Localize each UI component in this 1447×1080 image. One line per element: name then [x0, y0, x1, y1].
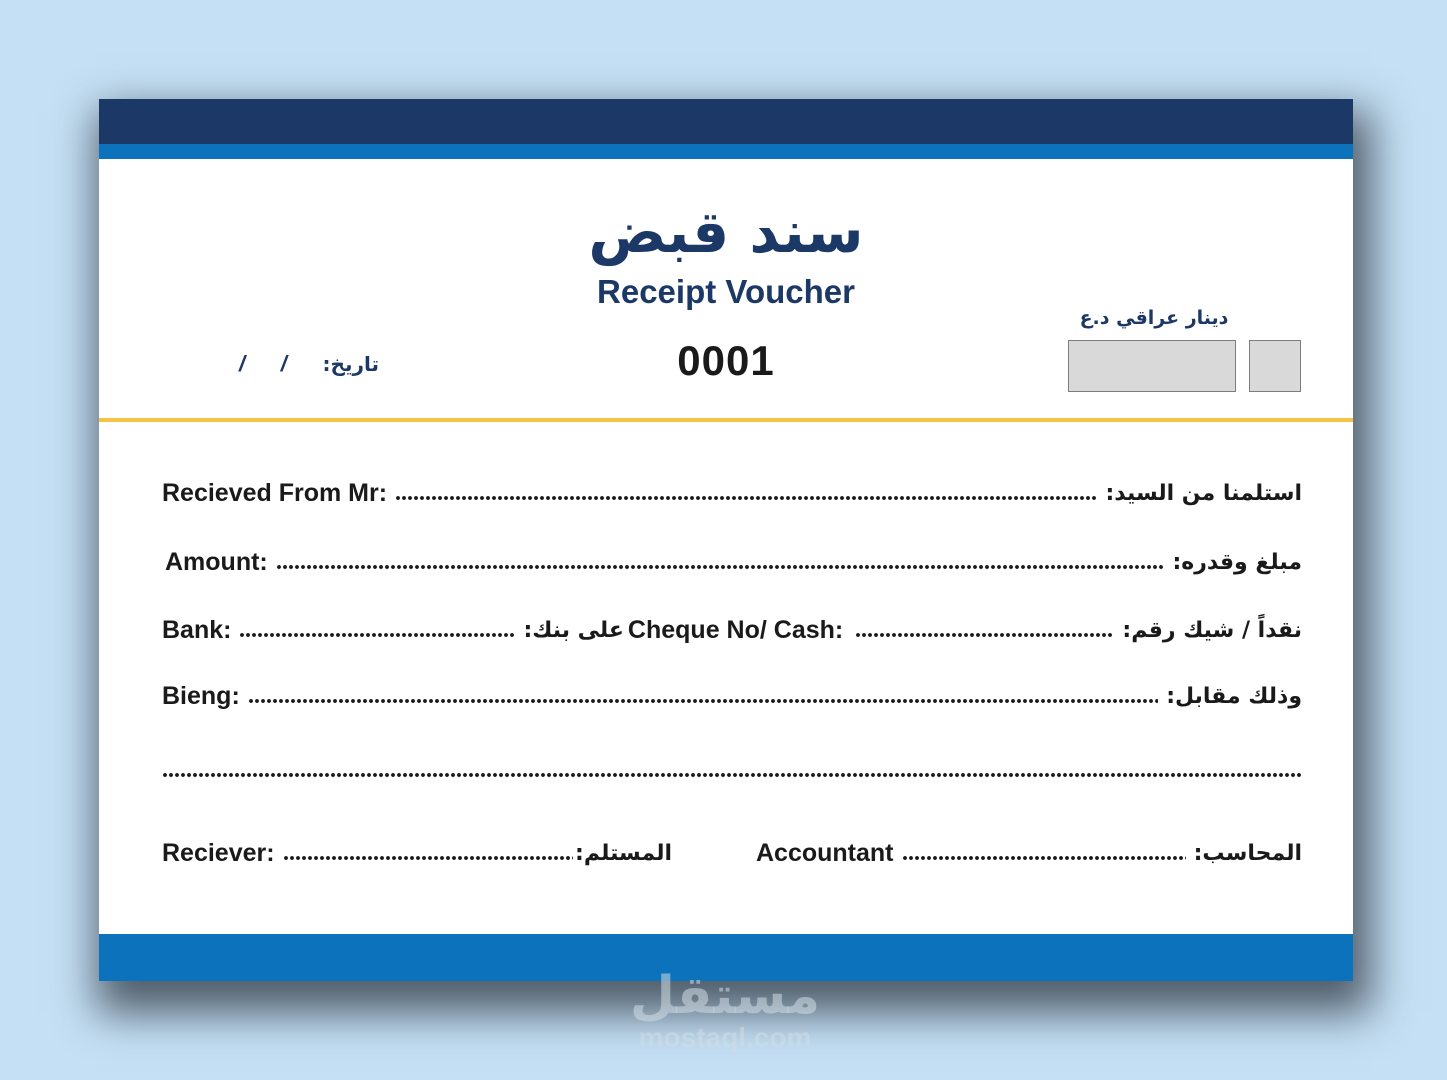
cheque-fill-line[interactable]	[855, 632, 1114, 638]
bank-label-en: Bank:	[162, 615, 232, 644]
bank-fill-line[interactable]	[239, 632, 515, 638]
dinar-amount-box[interactable]	[1068, 340, 1236, 392]
date-label: تاريخ:	[322, 352, 379, 376]
amount-label-ar: مبلغ وقدره:	[1172, 549, 1302, 575]
receipt-voucher	[99, 99, 1353, 981]
header-band-blue	[99, 144, 1353, 159]
receiver-fill-line[interactable]	[283, 855, 573, 861]
header-band-dark	[99, 99, 1353, 144]
watermark-logo-text: مستقل	[629, 966, 821, 1026]
received-from-label-en: Recieved From Mr:	[162, 478, 388, 507]
accountant-label-en: Accountant	[756, 838, 894, 867]
date-separator: /	[280, 351, 287, 376]
divider-gold	[99, 418, 1353, 422]
accountant-label-ar: المحاسب:	[1193, 840, 1302, 866]
being-continuation-row[interactable]	[162, 753, 1302, 787]
being-label-ar: وذلك مقابل:	[1166, 683, 1302, 709]
title-arabic: سند قبض	[588, 198, 864, 266]
bank-label-ar: على بنك:	[523, 617, 624, 643]
watermark	[600, 966, 850, 1053]
received-from-label-ar: استلمنا من السيد:	[1105, 480, 1302, 506]
being-row[interactable]	[162, 679, 1302, 713]
being-fill-line[interactable]	[248, 698, 1158, 704]
amount-row[interactable]	[165, 545, 1302, 579]
amount-fill-line[interactable]	[276, 564, 1165, 570]
receiver-label-ar: المستلم:	[575, 840, 672, 866]
title-english: Receipt Voucher	[597, 273, 855, 310]
bank-cheque-row[interactable]	[162, 613, 1302, 647]
cheque-label-en: Cheque No/ Cash:	[627, 615, 844, 644]
receiver-label-en: Reciever:	[162, 838, 275, 867]
amount-label-en: Amount:	[165, 547, 268, 576]
date-separator: /	[239, 351, 246, 376]
being-continuation-fill-line[interactable]	[162, 772, 1302, 778]
watermark-url: mostaql.com	[638, 1022, 812, 1053]
being-label-en: Bieng:	[162, 681, 240, 710]
received-from-row[interactable]	[162, 476, 1302, 510]
voucher-number: 0001	[677, 337, 775, 384]
cheque-label-ar: نقداً / شيك رقم:	[1122, 617, 1302, 643]
receiver-row[interactable]	[162, 836, 672, 870]
accountant-row[interactable]	[756, 836, 1302, 870]
received-from-fill-line[interactable]	[395, 495, 1097, 501]
date-field[interactable]	[239, 349, 379, 379]
accountant-fill-line[interactable]	[902, 855, 1186, 861]
currency-label: دينار عراقي د.ع	[1079, 307, 1229, 329]
fils-amount-box[interactable]	[1249, 340, 1301, 392]
